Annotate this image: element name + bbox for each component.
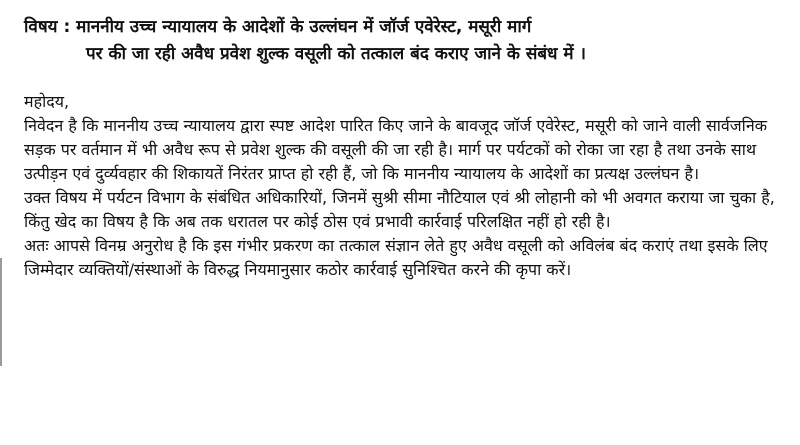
paragraph-1: निवेदन है कि माननीय उच्च न्यायालय द्वारा स्पष्ट आदेश पारित किए जाने के बावजूद जॉर्ज एवेरेस्ट, मसूरी को जाने वाली सार्वजनिक सड़क पर वर्तमान में भी अवैध रूप से प्रवेश शुल्क की वसूली की जा रही है। मार्ग पर पर्यटकों को रोका जा रहा है तथा उनके साथ उत्पीड़न एवं दुर्व्यवहार की शिकायतें निरंतर प्राप्त हो रही हैं, जो कि माननीय न्यायालय के आदेशों का प्रत्यक्ष उल्लंघन है। [24,116,767,183]
margin-mark [0,258,2,366]
paragraph-3: अतः आपसे विनम्र अनुरोध है कि इस गंभीर प्रकरण का तत्काल संज्ञान लेते हुए अवैध वसूली को अविलंब बंद कराएं तथा इसके लिए जिम्मेदार व्यक्तियों/संस्थाओं के विरुद्ध नियमानुसार कठोर कार्रवाई सुनिश्चित करने की कृपा करें। [24,236,768,279]
letter-body [24,14,788,282]
subject-line-2: पर की जा रही अवैध प्रवेश शुल्क वसूली को तत्काल बंद कराए जाने के संबंध में । [86,44,586,64]
salutation: महोदय, [24,92,70,111]
paragraph-2: उक्त विषय में पर्यटन विभाग के संबंधित अधिकारियों, जिनमें सुश्री सीमा नौटियाल एवं श्री लोहानी को भी अवगत कराया जा चुका है, किंतु खेद का विषय है कि अब तक धरातल पर कोई ठोस एवं प्रभावी कार्रवाई परिलक्षित नहीं हो रही है। [24,188,775,231]
subject-line-1: विषय : माननीय उच्च न्यायालय के आदेशों के उल्लंघन में जॉर्ज एवेरेस्ट, मसूरी मार्ग [24,17,532,37]
